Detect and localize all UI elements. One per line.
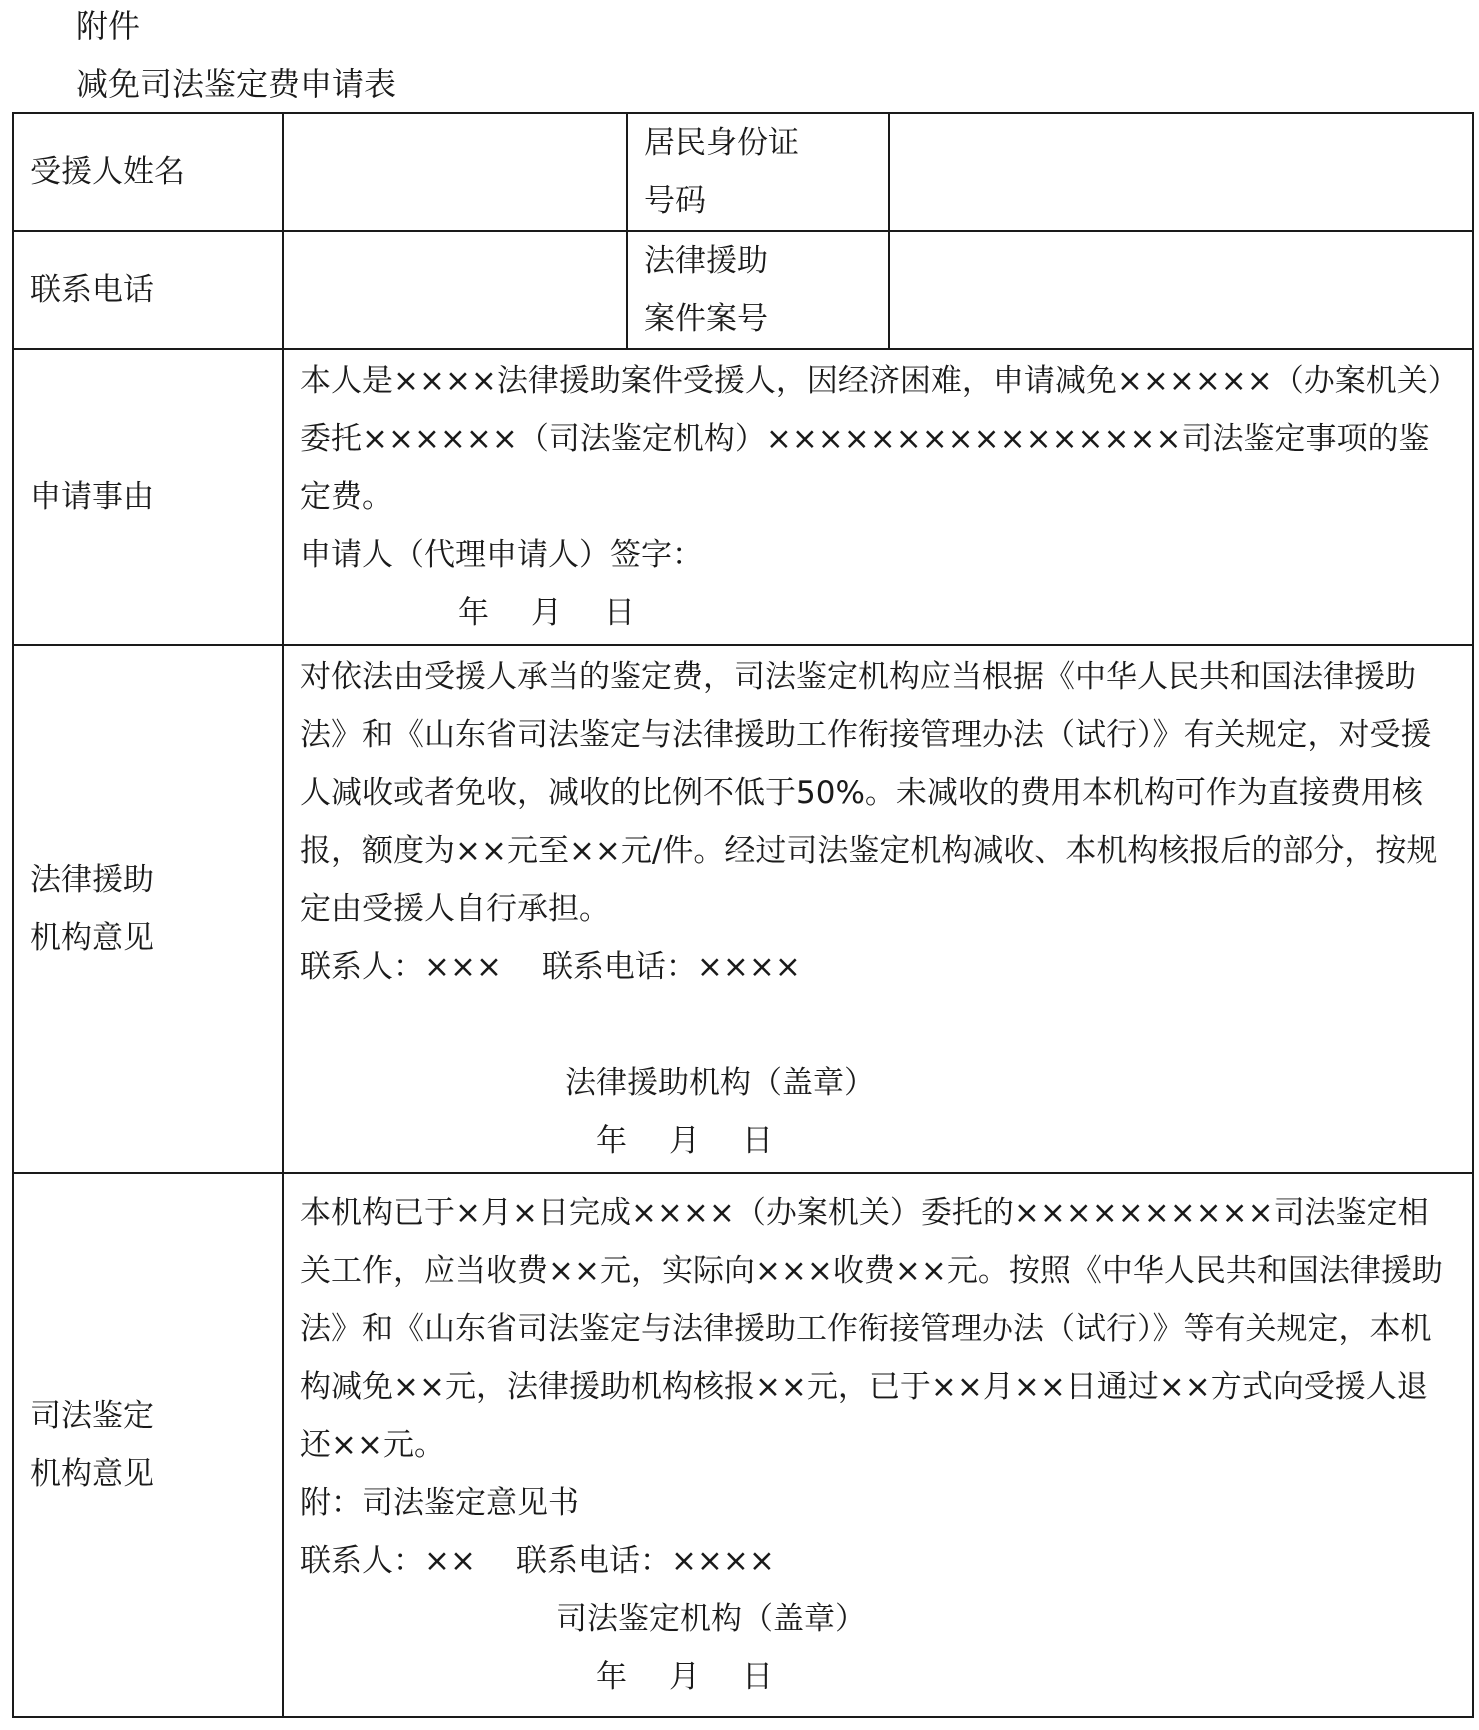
- phone-label: 联系电话: [13, 231, 283, 349]
- blank-spacer: [300, 996, 1456, 1054]
- applicant-name-field[interactable]: [283, 113, 627, 231]
- legal-aid-opinion-label: [13, 645, 283, 1173]
- legal-aid-text: 对依法由受援人承当的鉴定费，司法鉴定机构应当根据《中华人民共和国法律援助法》和《山东省司法鉴定与法律援助工作衔接管理办法（试行）》有关规定，对受援人减收或者免收，减收的比例不低于50%。未减收的费用本机构可作为直接费用核报，额度为××元至××元/件。经过司法鉴定机构减收、本机构核报后的部分，按规定由受援人自行承担。: [300, 659, 1438, 927]
- reason-date: [300, 584, 1456, 642]
- appraisal-seal: 司法鉴定机构（盖章）: [556, 1601, 866, 1637]
- applicant-name-label: 受援人姓名: [13, 113, 283, 231]
- row-legal-aid-opinion: [13, 645, 1473, 1173]
- id-number-label-line2: 号码: [644, 183, 706, 219]
- reason-content: [283, 349, 1473, 645]
- attachment-label: 附件: [76, 7, 141, 45]
- application-form-table: [12, 112, 1474, 1718]
- date-day: 日: [742, 1659, 773, 1695]
- legal-aid-opinion-content: [283, 645, 1473, 1173]
- id-number-field[interactable]: [889, 113, 1473, 231]
- date-month: 月: [669, 1659, 700, 1695]
- appraisal-phone: 联系电话：××××: [515, 1543, 775, 1579]
- reason-label: 申请事由: [13, 349, 283, 645]
- row-reason: [13, 349, 1473, 645]
- date-year: 年: [458, 595, 489, 631]
- legal-aid-label-line2: 机构意见: [30, 920, 154, 956]
- date-year: 年: [596, 1123, 627, 1159]
- legal-aid-phone: 联系电话：××××: [541, 949, 801, 985]
- row-applicant-name: [13, 113, 1473, 231]
- row-appraisal-opinion: [13, 1173, 1473, 1717]
- case-number-label-line1: 法律援助: [644, 243, 768, 279]
- legal-aid-label-line1: 法律援助: [30, 862, 154, 898]
- appraisal-date: [300, 1648, 1456, 1706]
- appraisal-contact-line: [300, 1532, 1456, 1590]
- date-day: 日: [604, 595, 635, 631]
- case-number-label-line2: 案件案号: [644, 301, 768, 337]
- legal-aid-date: [300, 1112, 1456, 1170]
- appraisal-text: 本机构已于×月×日完成××××（办案机关）委托的××××××××××司法鉴定相关工作，应当收费××元，实际向×××收费××元。按照《中华人民共和国法律援助法》和《山东省司法鉴定与法律援助工作衔接管理办法（试行）》等有关规定，本机构减免××元，法律援助机构核报××元，已于××月××日通过××方式向受援人退还××元。: [300, 1195, 1443, 1463]
- id-number-label-line1: 居民身份证: [644, 125, 799, 161]
- appraisal-opinion-content: [283, 1173, 1473, 1717]
- date-day: 日: [742, 1123, 773, 1159]
- reason-signature[interactable]: 申请人（代理申请人）签字：: [300, 537, 703, 573]
- row-phone: [13, 231, 1473, 349]
- appraisal-attachment: 附：司法鉴定意见书: [300, 1485, 579, 1521]
- id-number-label: [627, 113, 889, 231]
- date-month: 月: [669, 1123, 700, 1159]
- case-number-field[interactable]: [889, 231, 1473, 349]
- reason-text: 本人是××××法律援助案件受援人，因经济困难，申请减免××××××（办案机关）委托××××××（司法鉴定机构）××××××××××××××××司法鉴定事项的鉴定费。: [300, 363, 1444, 515]
- date-year: 年: [596, 1659, 627, 1695]
- legal-aid-contact-line: [300, 938, 1456, 996]
- legal-aid-seal: 法律援助机构（盖章）: [565, 1065, 875, 1101]
- appraisal-label-line2: 机构意见: [30, 1456, 154, 1492]
- legal-aid-contact: 联系人：×××: [300, 949, 502, 985]
- appraisal-opinion-label: [13, 1173, 283, 1717]
- date-month: 月: [531, 595, 562, 631]
- case-number-label: [627, 231, 889, 349]
- appraisal-contact: 联系人：××: [300, 1543, 476, 1579]
- appraisal-label-line1: 司法鉴定: [30, 1398, 154, 1434]
- phone-field[interactable]: [283, 231, 627, 349]
- form-title: 减免司法鉴定费申请表: [76, 65, 397, 103]
